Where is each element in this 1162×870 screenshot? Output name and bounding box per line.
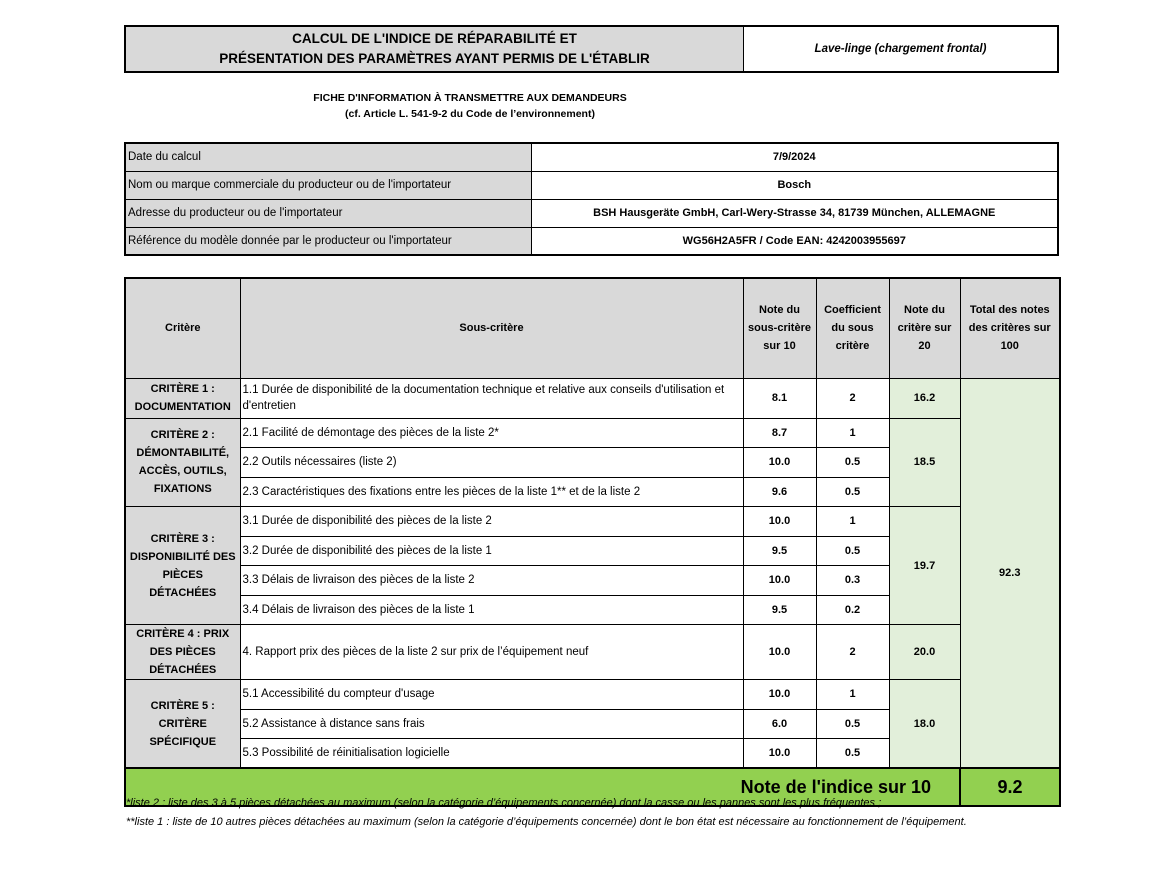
criterion-3-note: 19.7 — [889, 507, 960, 625]
header-box — [124, 25, 1059, 73]
fiche-information — [240, 90, 700, 122]
subcriterion-coef: 0.5 — [816, 536, 889, 566]
table-row — [125, 378, 1060, 418]
subcriterion-label: 2.3 Caractéristiques des fixations entre les pièces de la liste 1** et de la liste 2 — [240, 477, 743, 507]
info-row — [125, 199, 1058, 227]
info-label: Date du calcul — [125, 143, 531, 171]
document-title — [126, 27, 744, 71]
footnotes — [126, 794, 1086, 832]
subcriterion-label: 4. Rapport prix des pièces de la liste 2 sur prix de l’équipement neuf — [240, 625, 743, 680]
final-score-label: Note de l'indice sur 10 — [125, 768, 960, 806]
info-label: Nom ou marque commerciale du producteur ou de l'importateur — [125, 171, 531, 199]
subcriterion-label: 3.2 Durée de disponibilité des pièces de la liste 1 — [240, 536, 743, 566]
footnote-2: **liste 1 : liste de 10 autres pièces détachées au maximum (selon la catégorie d’équipements concernée) dont le bon état est nécessaire au fonctionnement de l’équipement. — [126, 816, 967, 828]
product-type: Lave-linge (chargement frontal) — [814, 43, 987, 55]
subcriterion-coef: 0.5 — [816, 739, 889, 769]
final-score-value: 9.2 — [960, 768, 1060, 806]
criterion-4-name: CRITÈRE 4 : PRIX DES PIÈCES DÉTACHÉES — [125, 625, 240, 680]
subcriterion-note: 10.0 — [743, 566, 816, 596]
info-value: BSH Hausgeräte GmbH, Carl-Wery-Strasse 34, 81739 München, ALLEMAGNE — [531, 199, 1058, 227]
info-label: Adresse du producteur ou de l'importateur — [125, 199, 531, 227]
table-header-row — [125, 278, 1060, 378]
subcriterion-label: 2.2 Outils nécessaires (liste 2) — [240, 448, 743, 478]
subcriterion-coef: 0.3 — [816, 566, 889, 596]
subcriterion-label: 2.1 Facilité de démontage des pièces de la liste 2* — [240, 418, 743, 448]
subcriterion-label: 5.2 Assistance à distance sans frais — [240, 709, 743, 739]
subcriterion-label: 5.1 Accessibilité du compteur d'usage — [240, 680, 743, 710]
criterion-4-note: 20.0 — [889, 625, 960, 680]
subcriterion-coef: 1 — [816, 418, 889, 448]
info-row — [125, 143, 1058, 171]
criterion-5-name: CRITÈRE 5 : CRITÈRE SPÉCIFIQUE — [125, 680, 240, 769]
info-row — [125, 171, 1058, 199]
criterion-3-name: CRITÈRE 3 : DISPONIBILITÉ DES PIÈCES DÉTACHÉES — [125, 507, 240, 625]
subcriterion-coef: 0.5 — [816, 709, 889, 739]
total-score: 92.3 — [960, 378, 1060, 768]
subcriterion-note: 9.5 — [743, 595, 816, 625]
header-note-sous-critere: Note du sous-critère sur 10 — [743, 278, 816, 378]
footnote-1: *liste 2 : liste des 3 à 5 pièces détachées au maximum (selon la catégorie d’équipements concernée) dont la casse ou les pannes sont les plus fréquentes ; — [126, 797, 882, 809]
subcriterion-note: 10.0 — [743, 507, 816, 537]
subcriterion-coef: 2 — [816, 378, 889, 418]
info-value: 7/9/2024 — [531, 143, 1058, 171]
subcriterion-note: 10.0 — [743, 739, 816, 769]
info-row — [125, 227, 1058, 255]
subcriterion-note: 10.0 — [743, 625, 816, 680]
subcriterion-coef: 2 — [816, 625, 889, 680]
subcriterion-label: 1.1 Durée de disponibilité de la documentation technique et relative aux conseils d'utilisation et d'entretien — [240, 378, 743, 418]
info-value: WG56H2A5FR / Code EAN: 4242003955697 — [531, 227, 1058, 255]
criterion-2-name: CRITÈRE 2 : DÉMONTABILITÉ, ACCÈS, OUTILS, FIXATIONS — [125, 418, 240, 507]
criterion-1-note: 16.2 — [889, 378, 960, 418]
subcriterion-coef: 1 — [816, 507, 889, 537]
header-note-critere: Note du critère sur 20 — [889, 278, 960, 378]
header-sous-critere: Sous-critère — [240, 278, 743, 378]
criterion-5-note: 18.0 — [889, 680, 960, 769]
table-row — [125, 507, 1060, 537]
header-critere: Critère — [125, 278, 240, 378]
info-table — [124, 142, 1059, 256]
subcriterion-note: 9.6 — [743, 477, 816, 507]
criteria-table — [124, 277, 1061, 807]
subcriterion-label: 3.3 Délais de livraison des pièces de la liste 2 — [240, 566, 743, 596]
criterion-2-note: 18.5 — [889, 418, 960, 507]
criterion-1-name: CRITÈRE 1 : DOCUMENTATION — [125, 378, 240, 418]
subcriterion-coef: 1 — [816, 680, 889, 710]
subcriterion-label: 3.4 Délais de livraison des pièces de la liste 1 — [240, 595, 743, 625]
subcriterion-note: 6.0 — [743, 709, 816, 739]
fiche-line-1: FICHE D'INFORMATION À TRANSMETTRE AUX DEMANDEURS — [313, 92, 627, 104]
fiche-line-2: (cf. Article L. 541-9-2 du Code de l’environnement) — [345, 108, 595, 120]
subcriterion-note: 10.0 — [743, 680, 816, 710]
info-value: Bosch — [531, 171, 1058, 199]
header-total: Total des notes des critères sur 100 — [960, 278, 1060, 378]
header-coefficient: Coefficient du sous critère — [816, 278, 889, 378]
title-line-2: PRÉSENTATION DES PARAMÈTRES AYANT PERMIS DE L'ÉTABLIR — [219, 51, 650, 66]
table-row — [125, 418, 1060, 448]
title-line-1: CALCUL DE L'INDICE DE RÉPARABILITÉ ET — [292, 31, 577, 46]
subcriterion-coef: 0.5 — [816, 477, 889, 507]
info-label: Référence du modèle donnée par le producteur ou l'importateur — [125, 227, 531, 255]
table-row — [125, 680, 1060, 710]
subcriterion-coef: 0.5 — [816, 448, 889, 478]
subcriterion-label: 3.1 Durée de disponibilité des pièces de la liste 2 — [240, 507, 743, 537]
subcriterion-coef: 0.2 — [816, 595, 889, 625]
table-row — [125, 625, 1060, 680]
subcriterion-label: 5.3 Possibilité de réinitialisation logicielle — [240, 739, 743, 769]
subcriterion-note: 9.5 — [743, 536, 816, 566]
subcriterion-note: 10.0 — [743, 448, 816, 478]
subcriterion-note: 8.7 — [743, 418, 816, 448]
subcriterion-note: 8.1 — [743, 378, 816, 418]
